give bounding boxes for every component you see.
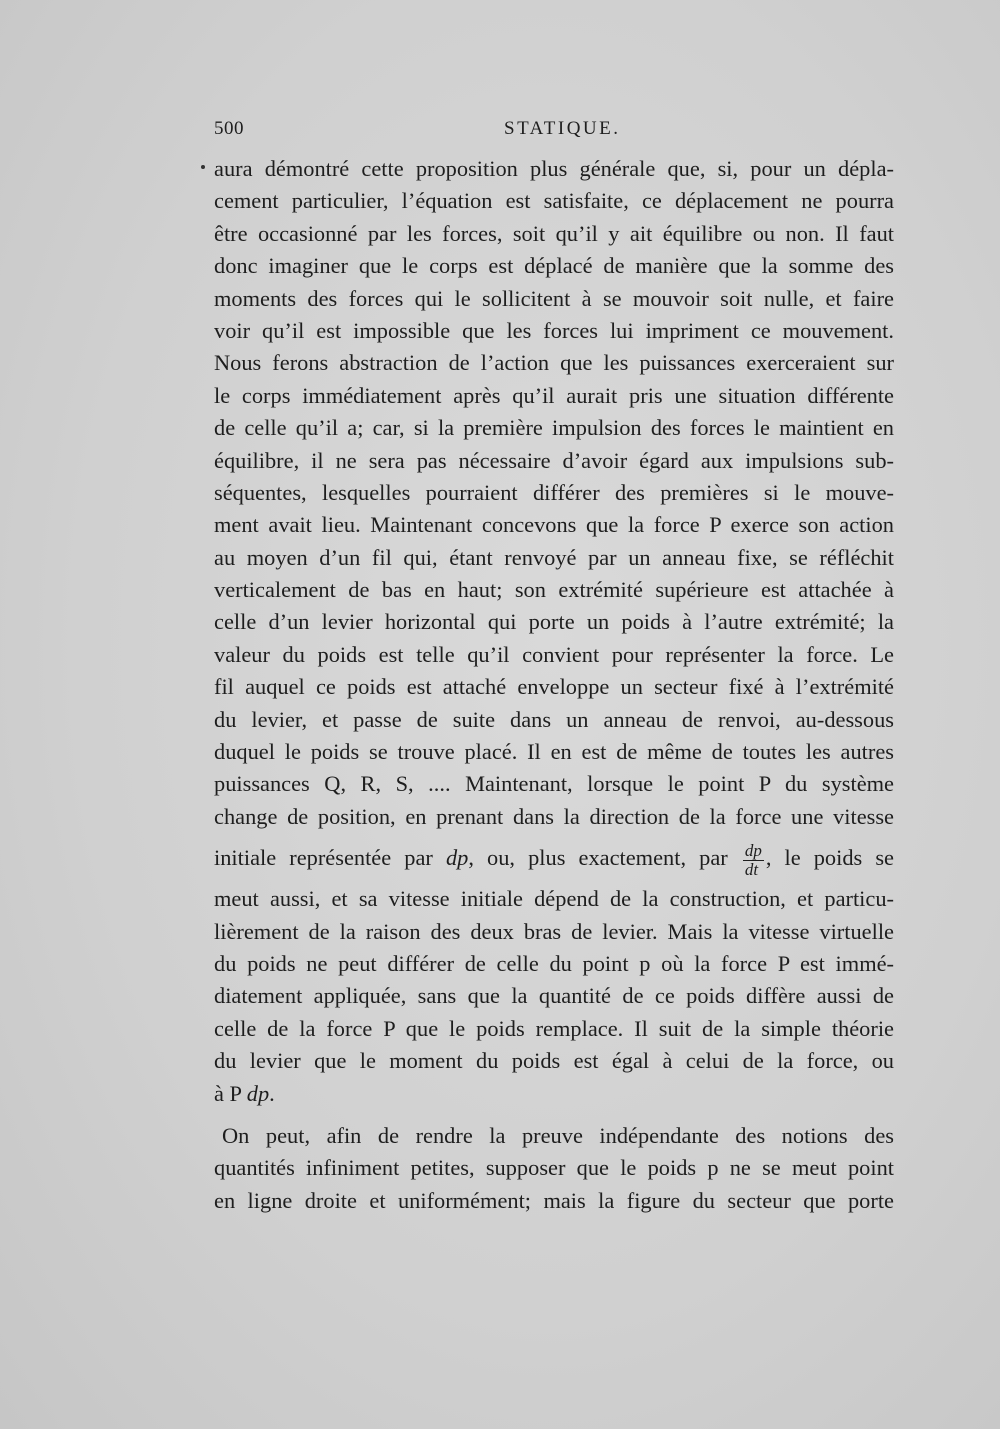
math-dp: dp	[246, 1080, 270, 1106]
page-header	[214, 118, 894, 146]
text-line: moments des forces qui le sollicitent à se mouvoir soit nulle, et faire	[214, 285, 894, 311]
text-line: du levier que le moment du poids est égal à celui de la force, ou	[214, 1048, 894, 1074]
fraction-dp-dt	[743, 842, 764, 879]
paragraph-1-continued	[214, 883, 894, 1077]
running-title: STATIQUE.	[504, 118, 621, 139]
paragraph-1-last-line	[214, 1078, 894, 1110]
text-line: diatement appliquée, sans que la quantité de ce poids diffère aussi de	[214, 983, 894, 1009]
text-line: celle de la force P que le poids remplace. Il suit de la simple théorie	[214, 1015, 894, 1041]
text-line: meut aussi, et sa vitesse initiale dépend de la construction, et particu-	[214, 886, 894, 912]
text-line: séquentes, lesquelles pourraient différer des premières si le mouve-	[214, 479, 894, 505]
text-line: du levier, et passe de suite dans un anneau de renvoi, au-dessous	[214, 706, 894, 732]
text-line: être occasionné par les forces, soit qu’il y ait équilibre ou non. Il faut	[214, 220, 894, 246]
text-line: donc imaginer que le corps est déplacé de manière que la somme des	[214, 253, 894, 279]
paragraph-1	[214, 153, 894, 833]
text-line: puissances Q, R, S, .... Maintenant, lorsque le point P du système	[214, 771, 894, 797]
text-fragment: , le poids se	[765, 845, 894, 871]
text-line: change de position, en prenant dans la direction de la force une vitesse	[214, 803, 894, 829]
paragraph-2	[214, 1120, 894, 1217]
text-line: Nous ferons abstraction de l’action que les puissances exerceraient sur	[214, 350, 894, 376]
text-line: fil auquel ce poids est attaché enveloppe un secteur fixé à l’extrémité	[214, 674, 894, 700]
text-line: aura démontré cette proposition plus générale que, si, pour un dépla-	[214, 156, 894, 181]
margin-mark	[201, 165, 205, 169]
text-line: valeur du poids est telle qu’il convient pour représenter la force. Le	[214, 641, 894, 667]
fraction-denominator: dt	[744, 859, 759, 879]
text-line: du poids ne peut différer de celle du point p où la force P est immé-	[214, 950, 894, 976]
text-line: cement particulier, l’équation est satisfaite, ce déplacement ne pourra	[214, 188, 894, 214]
text-fragment: .	[269, 1080, 275, 1106]
body-text	[214, 153, 894, 1217]
text-fragment: initiale représentée par	[214, 845, 446, 871]
text-fragment: à P	[214, 1080, 247, 1106]
fraction-numerator: dp	[744, 840, 762, 860]
text-line: de celle qu’il a; car, si la première impulsion des forces le maintient en	[214, 415, 894, 441]
text-line: ment avait lieu. Maintenant concevons que la force P exerce son action	[214, 512, 894, 538]
text-line: le corps immédiatement après qu’il aurait pris une situation différente	[214, 382, 894, 408]
paragraph-gap	[214, 1110, 894, 1120]
text-line: au moyen d’un fil qui, étant renvoyé par un anneau fixe, se réfléchit	[214, 544, 894, 570]
math-dp: dp	[445, 845, 469, 871]
text-line: quantités infiniment petites, supposer que le poids p ne se meut point	[214, 1155, 894, 1181]
text-line: On peut, afin de rendre la preuve indépendante des notions des	[222, 1122, 894, 1148]
text-line: en ligne droite et uniformément; mais la figure du secteur que porte	[214, 1187, 894, 1213]
text-line: verticalement de bas en haut; son extrémité supérieure est attachée à	[214, 577, 894, 603]
fraction-line	[214, 833, 894, 883]
page-number: 500	[214, 118, 244, 139]
text-line: voir qu’il est impossible que les forces lui impriment ce mouvement.	[214, 317, 894, 343]
text-line: lièrement de la raison des deux bras de levier. Mais la vitesse virtuelle	[214, 918, 894, 944]
text-line: équilibre, il ne sera pas nécessaire d’avoir égard aux impulsions sub-	[214, 447, 894, 473]
text-line: celle d’un levier horizontal qui porte un poids à l’autre extrémité; la	[214, 609, 894, 635]
text-line: duquel le poids se trouve placé. Il en est de même de toutes les autres	[214, 739, 894, 765]
text-fragment: , ou, plus exactement, par	[468, 845, 741, 871]
